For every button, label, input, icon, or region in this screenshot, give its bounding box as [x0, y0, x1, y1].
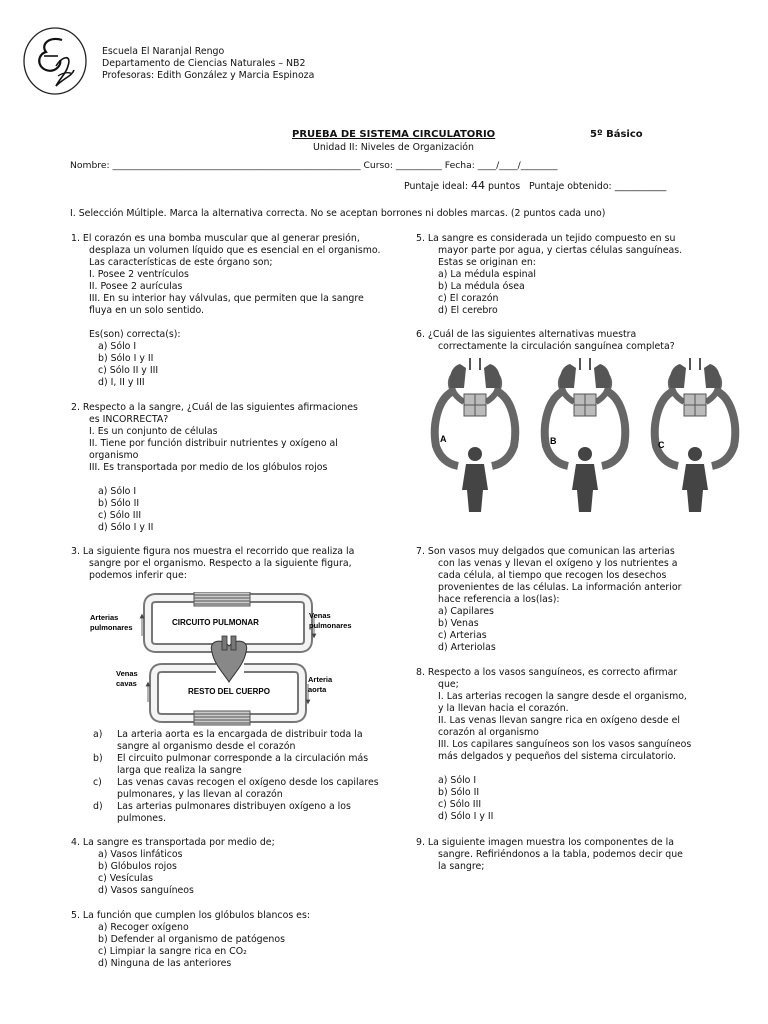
q7-option-c[interactable]: c) Arterias: [438, 630, 487, 641]
school-logo: [22, 26, 88, 96]
q1-line: II. Posee 2 aurículas: [89, 281, 183, 292]
diagram-arterias-label: pulmonares: [90, 623, 133, 632]
q5a-option-c[interactable]: c) Limpiar la sangre rica en CO₂: [98, 946, 247, 957]
q5a-option-b[interactable]: b) Defender al organismo de patógenos: [98, 934, 285, 945]
q3-option-c-letter[interactable]: c): [93, 777, 102, 788]
q7-option-b[interactable]: b) Venas: [438, 618, 479, 629]
q3-option-c-text[interactable]: Las venas cavas recogen el oxígeno desde los capilares: [117, 777, 379, 788]
q2-option-c[interactable]: c) Sólo III: [98, 510, 142, 521]
score-line: [404, 180, 666, 193]
q5a-option-d[interactable]: d) Ninguna de las anteriores: [98, 958, 232, 969]
q5b-option-b[interactable]: b) La médula ósea: [438, 281, 525, 292]
q3-option-a-text[interactable]: La arteria aorta es la encargada de distribuir toda la: [117, 729, 363, 740]
q8-line: I. Las arterias recogen la sangre desde el organismo,: [438, 691, 687, 702]
score-obtained: Puntaje obtenido: ___________: [529, 181, 667, 192]
diagram-venas-cavas-label: cavas: [116, 679, 137, 688]
q5a-text: 5. La función que cumplen los glóbulos blancos es:: [71, 910, 310, 921]
q9-line: 9. La siguiente imagen muestra los componentes de la: [416, 837, 675, 848]
q4-text: 4. La sangre es transportada por medio de;: [71, 837, 275, 848]
q5b-line: mayor parte por agua, y ciertas células sanguíneas.: [438, 245, 683, 256]
q1-option-c[interactable]: c) Sólo II y III: [98, 365, 159, 376]
q2-line: 2. Respecto a la sangre, ¿Cuál de las siguientes afirmaciones: [71, 402, 358, 413]
diagram-circuito-label: CIRCUITO PULMONAR: [172, 618, 259, 627]
q1-line: fluya en un solo sentido.: [89, 305, 204, 316]
q2-option-b[interactable]: b) Sólo II: [98, 498, 140, 509]
q8-line: y la llevan hacia el corazón.: [438, 703, 569, 714]
q2-line: es INCORRECTA?: [89, 414, 169, 425]
figure-label-c: C: [658, 440, 665, 450]
q1-line: 1. El corazón es una bomba muscular que al generar presión,: [71, 233, 360, 244]
q8-line: II. Las venas llevan sangre rica en oxígeno desde el: [438, 715, 680, 726]
q1-option-b[interactable]: b) Sólo I y II: [98, 353, 154, 364]
q2-line: I. Es un conjunto de células: [89, 426, 218, 437]
q8-option-b[interactable]: b) Sólo II: [438, 787, 480, 798]
q6-line: 6. ¿Cuál de las siguientes alternativas muestra: [416, 329, 637, 340]
q3-option-a-letter[interactable]: a): [93, 729, 103, 740]
diagram-aorta-label: aorta: [308, 685, 327, 694]
q7-option-a[interactable]: a) Capilares: [438, 606, 494, 617]
score-ideal-unit: puntos: [487, 181, 521, 192]
diagram-venas-cavas-label: Venas: [116, 669, 138, 678]
q2-option-d[interactable]: d) Sólo I y II: [98, 522, 154, 533]
q5b-option-c[interactable]: c) El corazón: [438, 293, 499, 304]
q9-line: la sangre;: [438, 861, 485, 872]
q4-option-b[interactable]: b) Glóbulos rojos: [98, 861, 177, 872]
q7-line: provenientes de las células. La información anterior: [438, 582, 682, 593]
q1-line: I. Posee 2 ventrículos: [89, 269, 189, 280]
q8-line: III. Los capilares sanguíneos son los vasos sanguíneos: [438, 739, 692, 750]
q3-option-b-text[interactable]: El circuito pulmonar corresponde a la circulación más: [117, 753, 369, 764]
q8-line: que;: [438, 679, 459, 690]
q4-option-c[interactable]: c) Vesículas: [98, 873, 154, 884]
q8-line: corazón al organismo: [438, 727, 539, 738]
diagram-aorta-label: Arteria: [308, 675, 333, 684]
q2-option-a[interactable]: a) Sólo I: [98, 486, 137, 497]
q1-option-d[interactable]: d) I, II y III: [98, 377, 145, 388]
unit-label: Unidad II: Niveles de Organización: [313, 142, 474, 153]
q9-line: sangre. Refiriéndonos a la tabla, podemos decir que: [438, 849, 683, 860]
section-title: I. Selección Múltiple. Marca la alternativa correcta. No se aceptan borrones ni dobles marcas. (2 puntos cada uno): [70, 208, 606, 219]
q3-option-d-letter[interactable]: d): [93, 801, 103, 812]
department-name: Departamento de Ciencias Naturales – NB2: [102, 58, 306, 69]
q3-option-d-text[interactable]: Las arterias pulmonares distribuyen oxígeno a los: [117, 801, 351, 812]
q5b-option-d[interactable]: d) El cerebro: [438, 305, 498, 316]
school-name: Escuela El Naranjal Rengo: [102, 46, 225, 57]
q8-option-a[interactable]: a) Sólo I: [438, 775, 477, 786]
grade-label: 5º Básico: [590, 129, 643, 140]
score-ideal-value: 44: [470, 179, 485, 192]
q1-line: III. En su interior hay válvulas, que permiten que la sangre: [89, 293, 364, 304]
q3-option-c-text[interactable]: pulmonares, y las llevan al corazón: [117, 789, 283, 800]
q4-option-a[interactable]: a) Vasos linfáticos: [98, 849, 183, 860]
q1-prompt: Es(son) correcta(s):: [89, 329, 181, 340]
q3-option-a-text[interactable]: sangre al organismo desde el corazón: [117, 741, 296, 752]
diagram-venas-label: pulmonares: [309, 621, 352, 630]
q3-option-d-text[interactable]: pulmones.: [117, 813, 166, 824]
q4-option-d[interactable]: d) Vasos sanguíneos: [98, 885, 194, 896]
diagram-resto-label: RESTO DEL CUERPO: [188, 687, 270, 696]
q8-option-c[interactable]: c) Sólo III: [438, 799, 482, 810]
figure-label-a: A: [440, 434, 447, 444]
q7-line: hace referencia a los(las):: [438, 594, 560, 605]
teachers-name: Profesoras: Edith González y Marcia Espinoza: [102, 70, 315, 81]
page-title: PRUEBA DE SISTEMA CIRCULATORIO: [292, 129, 496, 140]
circulation-options-figure: [426, 354, 748, 526]
score-ideal-label: Puntaje ideal:: [404, 181, 468, 192]
figure-label-b: B: [550, 436, 557, 446]
q8-line: más delgados y pequeños del sistema circulatorio.: [438, 751, 677, 762]
diagram-arterias-label: Arterias: [90, 613, 119, 622]
q8-line: 8. Respecto a los vasos sanguíneos, es correcto afirmar: [416, 667, 678, 678]
q8-option-d[interactable]: d) Sólo I y II: [438, 811, 494, 822]
q7-option-d[interactable]: d) Arteriolas: [438, 642, 496, 653]
q1-line: desplaza un volumen líquido que es esencial en el organismo.: [89, 245, 381, 256]
q7-line: cada célula, al tiempo que recogen los desechos: [438, 570, 667, 581]
q7-line: con las venas y llevan el oxígeno y los nutrientes a: [438, 558, 678, 569]
q2-line: II. Tiene por función distribuir nutrientes y oxígeno al: [89, 438, 338, 449]
q3-option-b-letter[interactable]: b): [93, 753, 103, 764]
q3-line: sangre por el organismo. Respecto a la siguiente figura,: [89, 558, 352, 569]
q7-line: 7. Son vasos muy delgados que comunican las arterias: [416, 546, 675, 557]
q6-line: correctamente la circulación sanguínea completa?: [438, 341, 675, 352]
q5b-line: Estas se originan en:: [438, 257, 536, 268]
q2-line: organismo: [89, 450, 139, 461]
q3-line: podemos inferir que:: [89, 570, 187, 581]
q5a-option-a[interactable]: a) Recoger oxígeno: [98, 922, 189, 933]
circulation-diagram: [90, 592, 380, 726]
name-course-date-line: Nombre: ______________________________________________________ Curso: __________ Fecha: ____/____/________: [70, 160, 558, 171]
diagram-venas-label: Venas: [309, 611, 331, 620]
q5b-option-a[interactable]: a) La médula espinal: [438, 269, 536, 280]
q3-line: 3. La siguiente figura nos muestra el recorrido que realiza la: [71, 546, 355, 557]
q2-line: III. Es transportada por medio de los glóbulos rojos: [89, 462, 328, 473]
q1-option-a[interactable]: a) Sólo I: [98, 341, 137, 352]
q3-option-b-text[interactable]: larga que realiza la sangre: [117, 765, 242, 776]
q1-line: Las características de este órgano son;: [89, 257, 273, 268]
q5b-line: 5. La sangre es considerada un tejido compuesto en su: [416, 233, 676, 244]
